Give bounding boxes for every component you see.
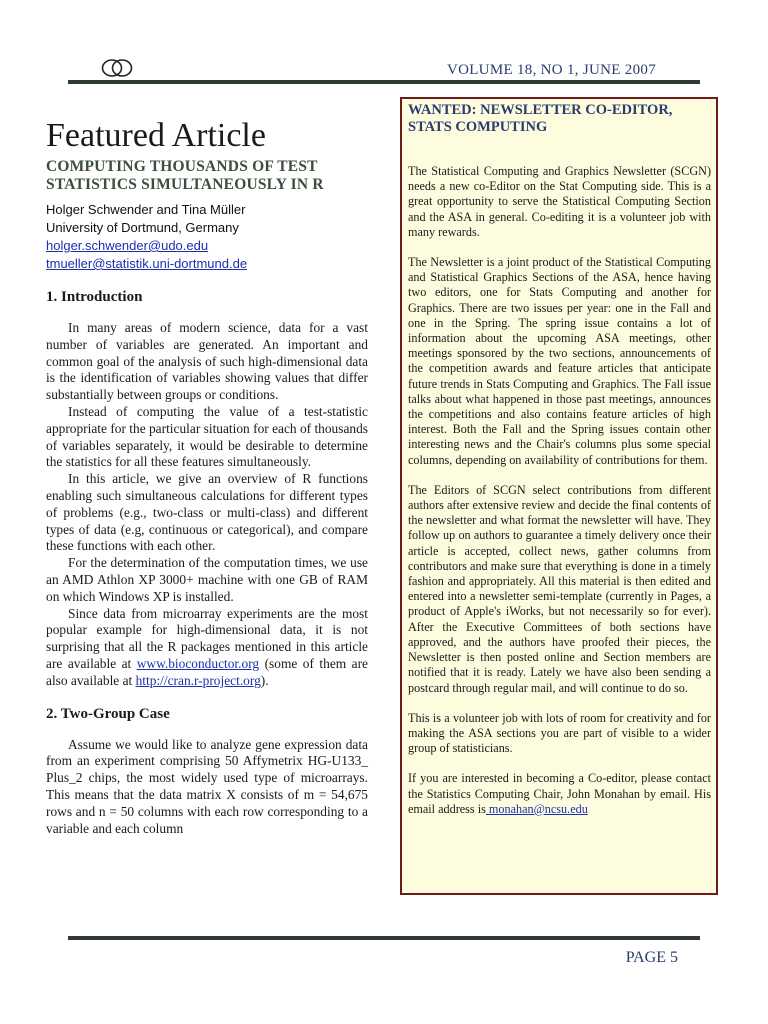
intro-paragraph-5-text-c: ). bbox=[260, 672, 269, 688]
email-link-schwender[interactable]: holger.schwender@udo.edu bbox=[46, 238, 209, 253]
intro-paragraph-5-text-b: (some of them are also available at bbox=[46, 655, 368, 688]
coeditor-wanted-box bbox=[400, 97, 718, 895]
interlocking-rings-logo-icon bbox=[100, 57, 134, 79]
article-column bbox=[46, 116, 368, 837]
article-title: COMPUTING THOUSANDS OF TEST STATISTICS SIMULTANEOUSLY IN R bbox=[46, 158, 324, 193]
sidebar-paragraph-1: The Statistical Computing and Graphics Newsletter (SCGN) needs a new co-Editor on the Stat Computing side. This is a great opportunity to serve the Statistical Computing Section and the ASA in general. Co-editing it is a volunteer job with many rewards. bbox=[408, 164, 711, 239]
header-rule bbox=[68, 80, 700, 84]
intro-paragraph-1: In many areas of modern science, data for a vast number of variables are generated. An important and common goal of the analysis of such high-dimensional data is the identification of variables showing values that differ substantially between groups or conditions. bbox=[46, 320, 368, 403]
affiliation: University of Dortmund, Germany bbox=[46, 220, 239, 235]
sidebar-paragraph-4: This is a volunteer job with lots of room for creativity and for making the ASA sections you are part of visible to a wider group of statisticians. bbox=[408, 710, 711, 756]
intro-paragraph-5 bbox=[46, 606, 368, 690]
section-heading-introduction: 1. Introduction bbox=[46, 289, 143, 305]
byline bbox=[46, 201, 368, 273]
section-heading-two-group-case: 2. Two-Group Case bbox=[46, 705, 170, 722]
sidebar-paragraph-3: The Editors of SCGN select contributions from different authors after extensive review and decide the final contents of the newsletter and what format the newsletter will have. They follow up on authors to guarantee a timely delivery once their article is accepted, collect news, gather columns from contributors and make sure that everything is done in a timely fashion and appropriately. All this material is then edited and entered into a newsletter semi-template (currently in Pages, a product of Apple's iWorks, but not necessarily so for ever). After the Executive Committees of both sections have approved, and the authors have proofed their pieces, the Newsletter is then posted online and Section members are notified that it is ready. Lately we have also been sending a postcard through regular mail, and will continue to do so. bbox=[408, 482, 711, 695]
email-link-mueller[interactable]: tmueller@statistik.uni-dortmund.de bbox=[46, 256, 248, 271]
featured-article-heading: Featured Article bbox=[46, 117, 266, 154]
intro-paragraph-2: Instead of computing the value of a test-statistic appropriate for the particular situation for each of thousands of variables separately, it would be desirable to determine the statistics for all these features simultaneously. bbox=[46, 403, 369, 470]
page-number: PAGE 5 bbox=[625, 949, 678, 966]
cran-link[interactable]: http://cran.r-project.org bbox=[135, 672, 261, 688]
footer-rule bbox=[68, 936, 700, 940]
intro-paragraph-4: For the determination of the computation times, we use an AMD Athlon XP 3000+ machine with one GB of RAM on which Windows XP is installed. bbox=[46, 555, 368, 604]
volume-issue-header: VOLUME 18, NO 1, JUNE 2007 bbox=[446, 62, 656, 78]
intro-paragraph-5-text-a: Since data from microarray experiments are the most popular example for high-dimensional data, it is not surprising that all the R packages mentioned in this article are available at bbox=[46, 605, 368, 671]
sidebar-paragraph-5-text: If you are interested in becoming a Co-editor, please contact the Statistics Computing Chair, John Monahan by email. His email address is bbox=[408, 771, 711, 816]
sidebar-paragraph-5 bbox=[408, 771, 711, 817]
intro-paragraph-3: In this article, we give an overview of R functions enabling such simultaneous calculations for different types of problems (e.g., two-class or multi-class) and different types of data (e.g, continuous or categorical), and compare these functions with each other. bbox=[46, 471, 368, 554]
monahan-email-link[interactable]: monahan@ncsu.edu bbox=[485, 801, 588, 816]
two-group-paragraph: Assume we would like to analyze gene expression data from an experiment comprising 50 Affymetrix HG-U133_ Plus_2 chips, the most widely used type of microarrays. This means that the data matrix X consists of m = 54,675 rows and n = 50 columns with each row corresponding to a variable and each column bbox=[46, 736, 368, 836]
sidebar-title: WANTED: NEWSLETTER CO-EDITOR, STATS COMPUTING bbox=[408, 102, 673, 135]
sidebar-paragraph-2: The Newsletter is a joint product of the Statistical Computing and Statistical Graphics Sections of the ASA, hence having two editors, one for Stats Computing and another for Graphics. There are two issues per year: one in the Fall and one in the Spring. The spring issue contains a lot of information about the upcoming ASA meetings, other meetings sponsored by the two sections, announcements of the competition awards and feature articles that anticipate future trends in Stats Computing and Graphics. The Fall issue talks about what happened in those past meetings, announces the competitions and also contains feature articles of high interest. Both the Fall and the Spring issues contain other interesting news and the Chair's columns plus some special columns, depending on availability of contributions for them. bbox=[408, 255, 711, 467]
bioconductor-link[interactable]: www.bioconductor.org bbox=[136, 655, 260, 671]
authors: Holger Schwender and Tina Müller bbox=[46, 202, 246, 217]
